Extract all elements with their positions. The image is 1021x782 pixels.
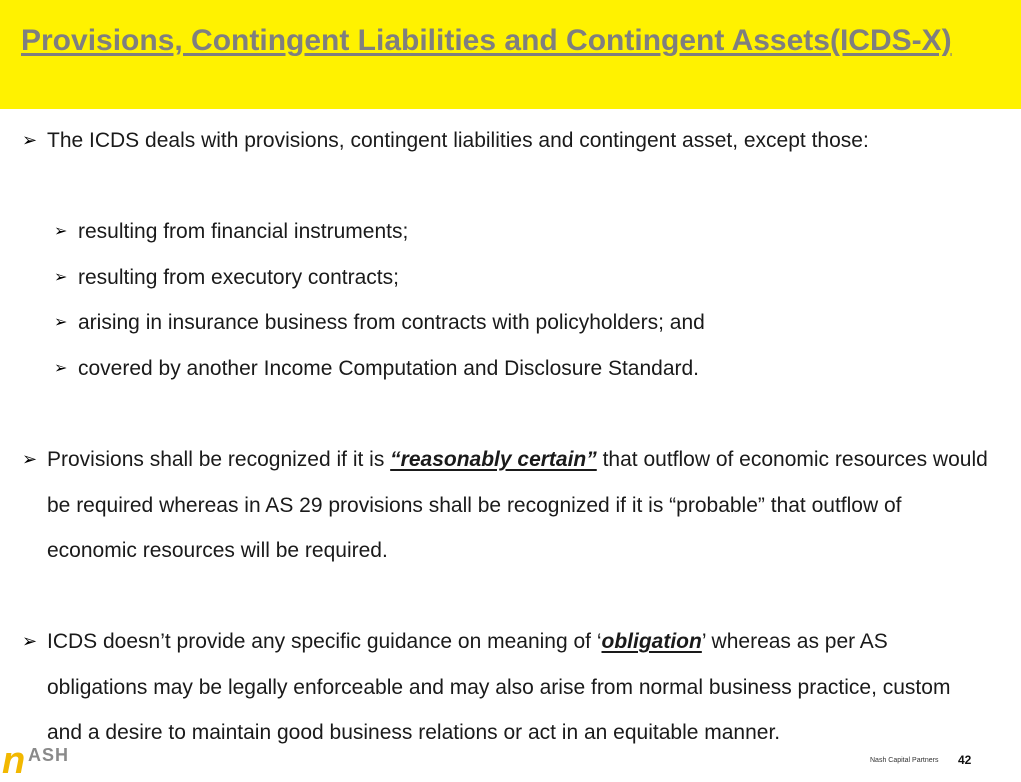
footer-company-name: Nash Capital Partners <box>870 757 939 764</box>
sub-bullet-financial-instruments <box>54 209 984 255</box>
bullet-text: The ICDS deals with provisions, contingent liabilities and contingent asset, except those: <box>47 129 869 152</box>
bullet-text <box>47 437 990 574</box>
bullet-text-lead: Provisions shall be recognized if it is <box>47 448 391 471</box>
bullet-text-rest: that outflow of economic resources would be required whereas in AS 29 provisions shall be recognized if it is “probable” that outflow of economic resources will be required. <box>47 448 988 562</box>
arrow-bullet-icon: ➢ <box>22 631 38 651</box>
logo-initial: n <box>2 740 26 782</box>
logo-wordmark: ASH <box>28 745 70 765</box>
sub-bullet-text: arising in insurance business from contracts with policyholders; and <box>78 311 705 334</box>
slide-title: Provisions, Contingent Liabilities and Contingent Assets(ICDS-X) <box>21 24 952 57</box>
arrow-bullet-icon: ➢ <box>22 130 38 150</box>
page-number: 42 <box>958 753 972 767</box>
obligation-emphasis: obligation <box>601 630 702 653</box>
sub-bullet-other-standard <box>54 346 984 392</box>
bullet-point-recognition <box>22 437 990 574</box>
bullet-text-lead: ICDS doesn’t provide any specific guidance on meaning of ‘ <box>47 630 602 653</box>
arrow-bullet-icon: ➢ <box>54 269 68 286</box>
nash-logo <box>0 741 100 781</box>
sub-bullet-text: resulting from executory contracts; <box>78 266 399 289</box>
arrow-bullet-icon: ➢ <box>22 449 38 469</box>
arrow-bullet-icon: ➢ <box>54 223 68 240</box>
sub-bullet-executory-contracts <box>54 255 984 301</box>
sub-bullet-insurance <box>54 300 984 346</box>
sub-bullet-text: covered by another Income Computation and Disclosure Standard. <box>78 357 700 380</box>
bullet-point-scope <box>22 118 990 164</box>
reasonably-certain-emphasis: “reasonably certain” <box>390 448 597 471</box>
bullet-text <box>47 619 990 756</box>
arrow-bullet-icon: ➢ <box>54 360 68 377</box>
bullet-point-obligation <box>22 619 990 756</box>
sub-bullet-text: resulting from financial instruments; <box>78 220 409 243</box>
arrow-bullet-icon: ➢ <box>54 314 68 331</box>
slide-header <box>0 0 1021 109</box>
bullet-text-rest: ’ whereas as per AS obligations may be legally enforceable and may also arise from normal business practice, custom and a desire to maintain good business relations or act in an equitable manner. <box>47 630 951 744</box>
